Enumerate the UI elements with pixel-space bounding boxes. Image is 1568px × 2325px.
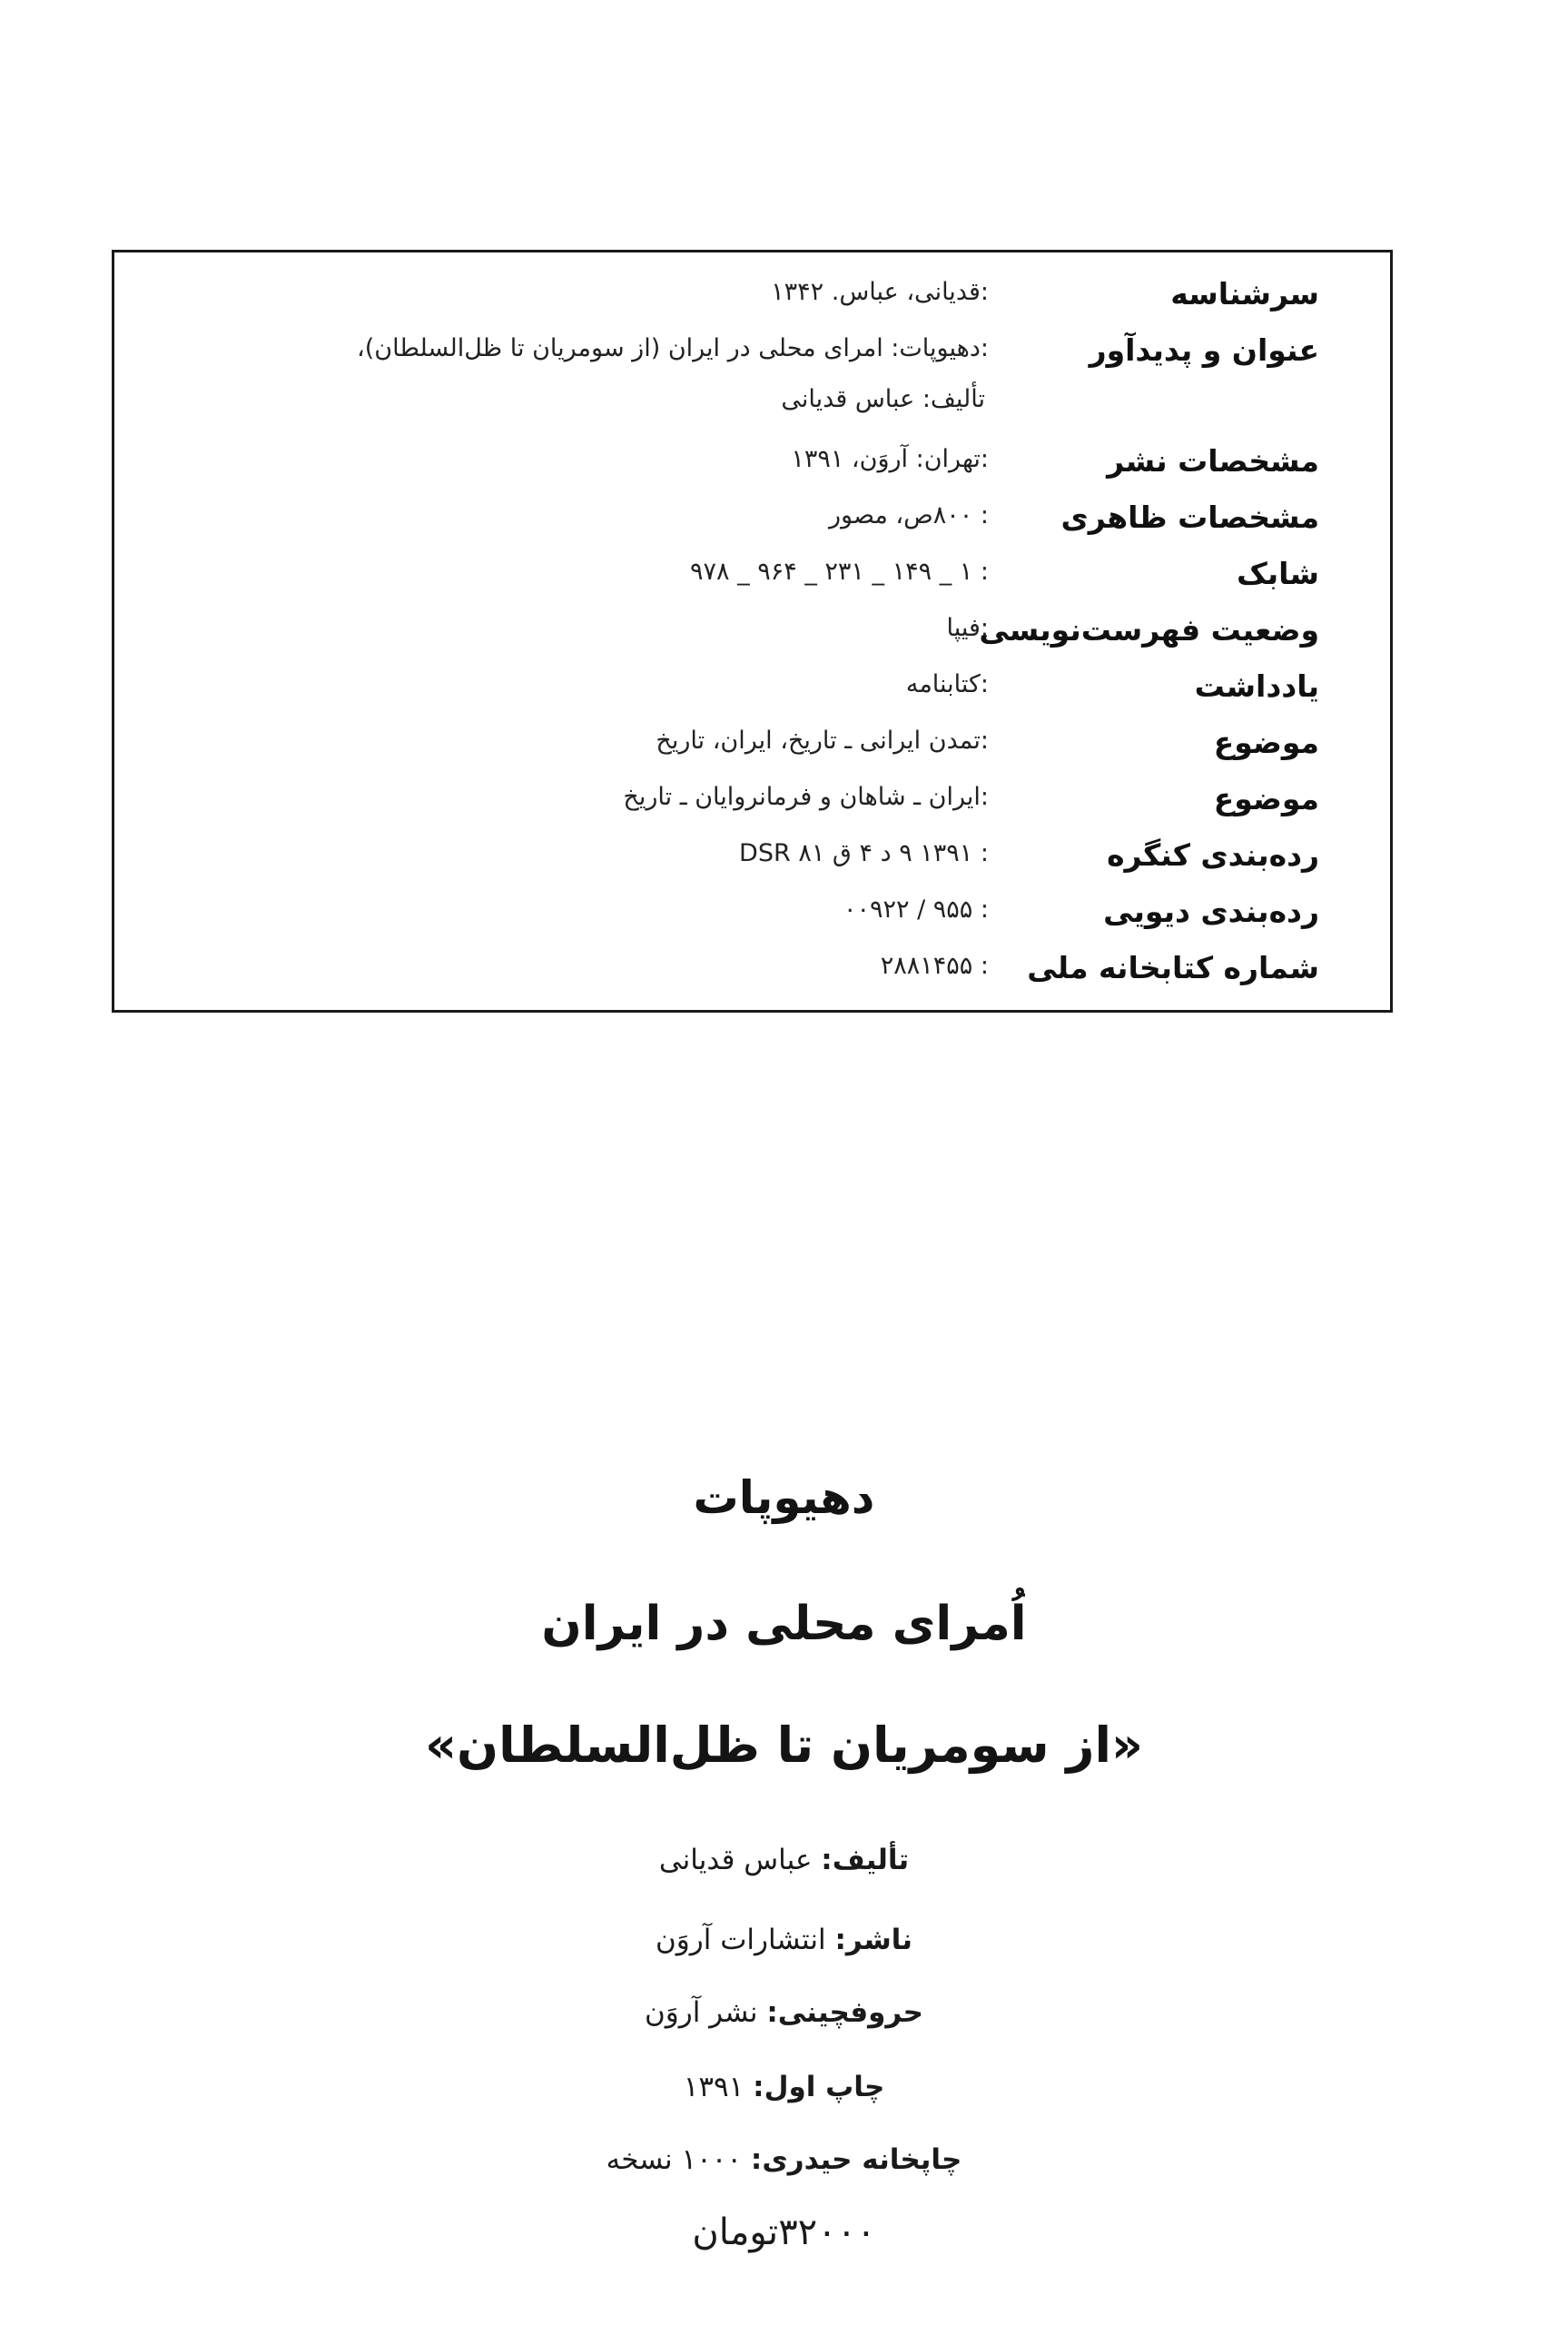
imprint-publisher-label: ناشر: <box>834 1924 912 1956</box>
imprint-author-value: عباس قدیانی <box>658 1844 813 1876</box>
cip-value: :ایران ـ شاهان و فرمانروایان ـ تاریخ <box>623 783 989 811</box>
cip-row-publication <box>114 440 1390 494</box>
cip-label: شماره کتابخانه ملی <box>1027 950 1319 985</box>
cip-row-national-library-number <box>114 946 1390 1001</box>
imprint-printing <box>0 2143 1568 2176</box>
imprint-publisher-value: انتشارات آروَن <box>656 1924 826 1956</box>
imprint-typesetting <box>0 1996 1568 2029</box>
cip-value: : ۱۳۹۱ ۹ د ۴ ق ۸۱ DSR <box>739 839 989 867</box>
cip-value: تألیف: عباس قدیانی <box>781 385 985 413</box>
imprint-typesetting-value: نشر آروَن <box>644 1996 758 2029</box>
cip-row-subject-2 <box>114 777 1390 832</box>
cip-value: :دهیوپات: امرای محلی در ایران (از سومریان تا ظل‌السلطان)، <box>357 334 989 362</box>
cip-value: :فیپا <box>946 614 989 642</box>
cataloging-in-publication-box <box>112 250 1393 1013</box>
cip-label: عنوان و پدیدآور <box>1089 332 1319 368</box>
cip-row-physical-description <box>114 496 1390 550</box>
cip-label: رده‌بندی دیویی <box>1103 894 1319 929</box>
book-subtitle: اُمرای محلی در ایران <box>541 1597 1027 1651</box>
cip-label: مشخصات نشر <box>1107 443 1319 479</box>
book-price: ۳۲۰۰۰تومان <box>692 2211 876 2253</box>
cip-value: : ۹۵۵ / ۰۰۹۲۲ <box>843 895 989 924</box>
cip-label: مشخصات ظاهری <box>1060 500 1319 535</box>
cip-row-isbn <box>114 552 1390 607</box>
cip-row-title-author-continued <box>114 380 1390 434</box>
book-subtitle-range: «از سومریان تا ظل‌السلطان» <box>425 1717 1143 1774</box>
imprint-edition <box>0 2071 1568 2103</box>
cip-row-lc-classification <box>114 834 1390 888</box>
cip-row-title-author <box>114 329 1390 383</box>
cip-label: وضعیت فهرست‌نویسی <box>979 612 1319 648</box>
cip-row-main-entry <box>114 272 1390 327</box>
cip-row-note <box>114 665 1390 719</box>
cip-label: موضوع <box>1213 781 1319 816</box>
cip-value: :قدیانی، عباس. ۱۳۴۲ <box>771 278 989 306</box>
imprint-edition-value: ۱۳۹۱ <box>683 2071 745 2103</box>
imprint-author <box>0 1844 1568 1876</box>
cip-label: رده‌بندی کنگره <box>1107 837 1319 873</box>
cip-row-dewey-classification <box>114 890 1390 945</box>
cip-value: :کتابنامه <box>905 670 989 698</box>
imprint-typesetting-label: حروفچینی: <box>766 1996 924 2029</box>
imprint-printing-value: ۱۰۰۰ نسخه <box>606 2143 743 2176</box>
imprint-publisher <box>0 1924 1568 1956</box>
cip-value: :تمدن ایرانی ـ تاریخ، ایران، تاریخ <box>656 727 989 755</box>
cip-label: سرشناسه <box>1170 276 1319 312</box>
imprint-edition-label: چاپ اول: <box>753 2071 885 2103</box>
cip-value: : ۸۰۰ص، مصور <box>828 501 989 529</box>
cip-value: : ۱ _ ۱۴۹ _ ۲۳۱ _ ۹۶۴ _ ۹۷۸ <box>690 558 989 586</box>
cip-label: یادداشت <box>1194 668 1319 704</box>
cip-label: موضوع <box>1213 725 1319 760</box>
cip-value: : ۲۸۸۱۴۵۵ <box>880 952 989 980</box>
cip-label: شابک <box>1236 556 1319 591</box>
cip-value: :تهران: آروَن، ۱۳۹۱ <box>791 445 989 473</box>
imprint-printing-label: چاپخانه حیدری: <box>750 2143 962 2176</box>
book-title: دهیوپات <box>693 1471 875 1524</box>
cip-row-cataloging-status <box>114 608 1390 663</box>
imprint-author-label: تألیف: <box>821 1844 910 1876</box>
cip-row-subject-1 <box>114 721 1390 776</box>
